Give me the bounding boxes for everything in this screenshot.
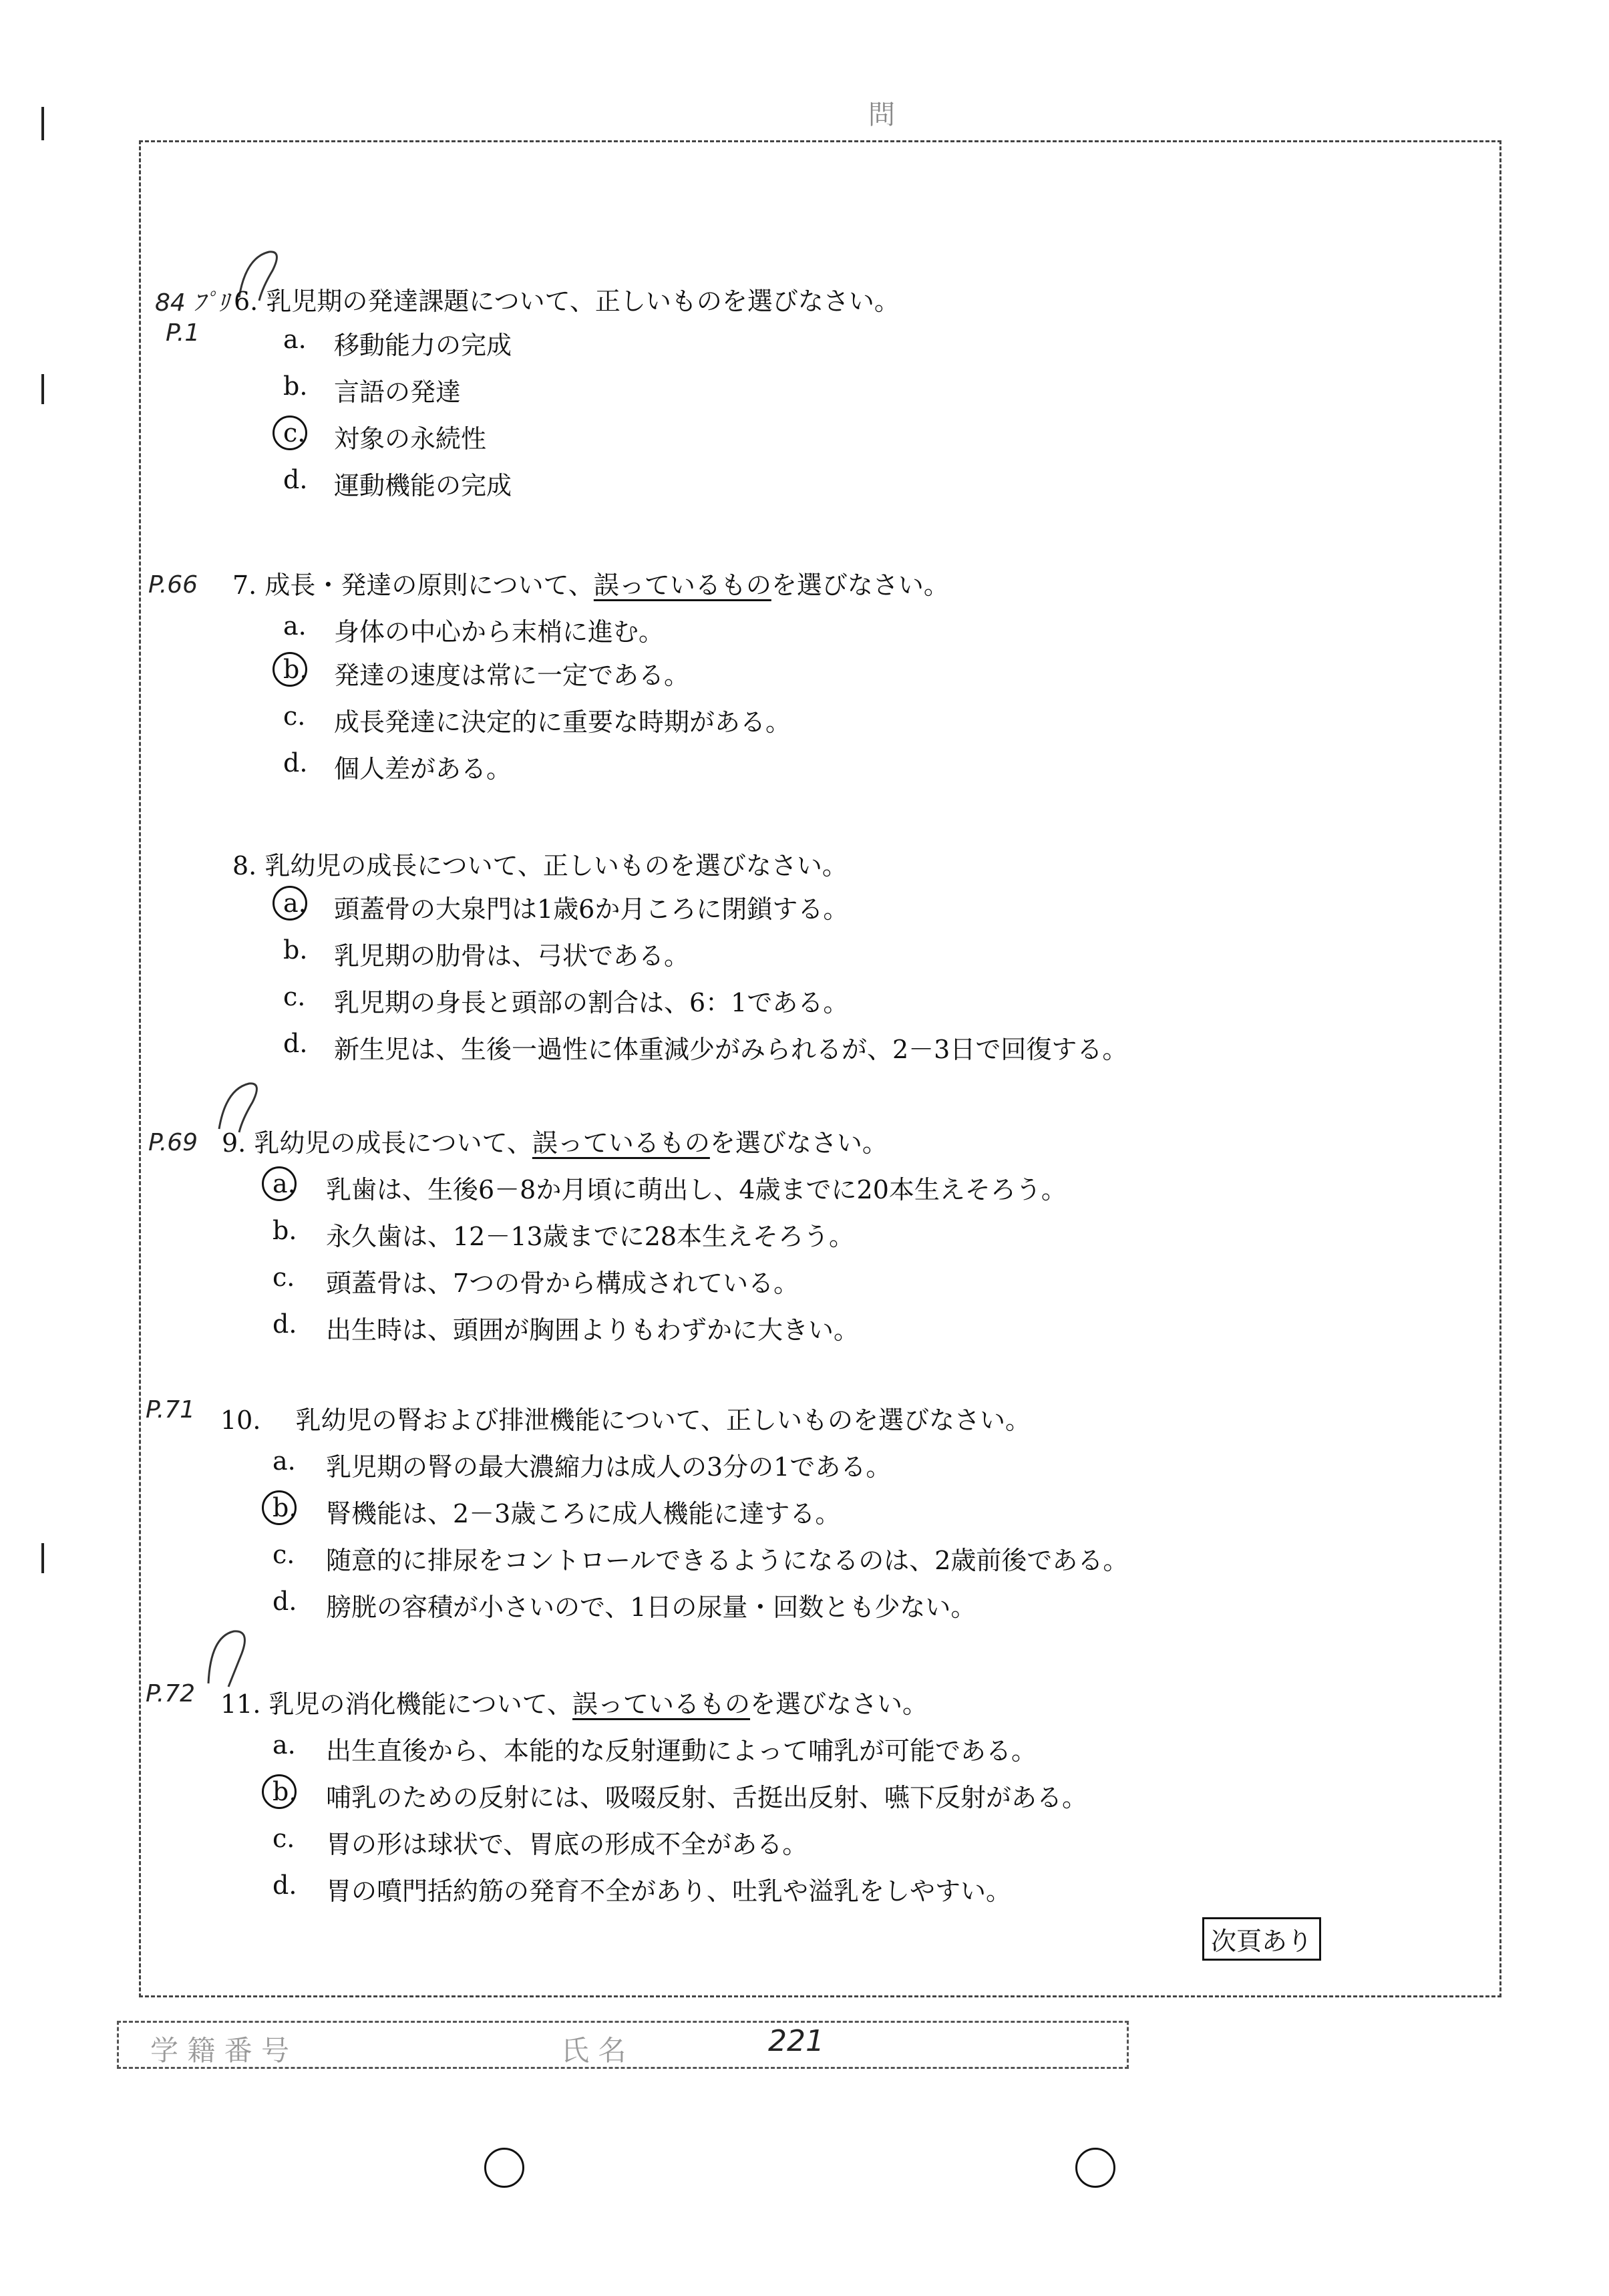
handwritten-annotation: P.71 xyxy=(146,1396,196,1424)
question-text: を選びなさい。 xyxy=(709,1128,888,1158)
question-text: 乳児の消化機能について、 xyxy=(269,1689,573,1719)
option-text: 胃の噴門括約筋の発育不全があり、吐乳や溢乳をしやすい。 xyxy=(326,1876,1012,1906)
handwritten-annotation: P.72 xyxy=(146,1680,196,1707)
option-label: c. xyxy=(273,1824,295,1853)
option-label: b. xyxy=(283,935,308,965)
question-number: 7. xyxy=(232,570,257,600)
question-9-stem xyxy=(222,1122,888,1159)
sheet-mark: 問 xyxy=(868,100,895,130)
question-number: 10. xyxy=(220,1406,261,1435)
handwritten-annotation: P.69 xyxy=(148,1129,198,1156)
option-label: d. xyxy=(273,1587,297,1616)
option-text: 個人差がある。 xyxy=(334,754,512,784)
option-text: 対象の永続性 xyxy=(334,424,487,454)
option-text: 胃の形は球状で、胃底の形成不全がある。 xyxy=(326,1830,808,1859)
handwritten-check-mark xyxy=(200,1623,254,1690)
option-label: a. xyxy=(283,611,307,641)
question-11-stem xyxy=(220,1683,928,1720)
handwritten-annotation: P.1 xyxy=(166,319,200,347)
option-label: c. xyxy=(283,701,306,731)
option-text: 言語の発達 xyxy=(334,377,462,407)
question-number: 9. xyxy=(222,1128,246,1158)
option-text: 頭蓋骨の大泉門は1歳6か月ころに閉鎖する。 xyxy=(334,894,849,924)
question-text: 乳幼児の成長について、正しいものを選びなさい。 xyxy=(264,851,848,880)
option-label: a. xyxy=(273,1730,296,1760)
margin-mark xyxy=(41,374,44,404)
margin-mark xyxy=(41,1543,44,1573)
question-number: 8. xyxy=(232,851,257,880)
option-text: 膀胱の容積が小さいので、1日の尿量・回数とも少ない。 xyxy=(326,1593,976,1622)
option-text: 乳児期の身長と頭部の割合は、6：1である。 xyxy=(334,988,849,1017)
question-text: 乳幼児の腎および排泄機能について、正しいものを選びなさい。 xyxy=(295,1406,1031,1435)
option-text: 哺乳のための反射には、吸啜反射、舌挺出反射、嚥下反射がある。 xyxy=(326,1783,1088,1812)
option-label: a. xyxy=(283,325,307,354)
question-emphasis: 誤っているもの xyxy=(593,570,771,600)
question-text: 乳児期の発達課題について、正しいものを選びなさい。 xyxy=(266,287,900,316)
option-text: 随意的に排尿をコントロールできるようになるのは、2歳前後である。 xyxy=(326,1546,1129,1575)
name-label: 氏 名 xyxy=(561,2034,627,2067)
question-text: を選びなさい。 xyxy=(750,1689,928,1719)
punch-hole xyxy=(484,2148,524,2188)
option-label: a. xyxy=(273,1169,296,1198)
question-emphasis: 誤っているもの xyxy=(532,1128,710,1158)
question-number: 11. xyxy=(220,1689,261,1719)
punch-hole xyxy=(1075,2148,1115,2188)
option-text: 新生児は、生後一過性に体重減少がみられるが、2－3日で回復する。 xyxy=(334,1035,1128,1064)
option-label: b. xyxy=(283,655,308,684)
handwritten-annotation: P.66 xyxy=(148,571,198,599)
option-label: a. xyxy=(283,888,307,918)
page-number: 221 xyxy=(768,2024,824,2058)
question-text: 成長・発達の原則について、 xyxy=(264,570,594,600)
option-text: 移動能力の完成 xyxy=(334,331,512,360)
question-8-stem xyxy=(232,845,848,882)
option-text: 永久歯は、12－13歳までに28本生えそろう。 xyxy=(326,1222,855,1251)
option-label: c. xyxy=(283,418,306,448)
margin-mark xyxy=(41,107,44,140)
option-text: 腎機能は、2－3歳ころに成人機能に達する。 xyxy=(326,1499,841,1528)
option-label: d. xyxy=(283,1029,308,1058)
option-text: 成長発達に決定的に重要な時期がある。 xyxy=(334,707,791,737)
option-text: 乳児期の肋骨は、弓状である。 xyxy=(334,941,690,971)
question-7-stem xyxy=(232,564,949,601)
option-label: a. xyxy=(273,1446,296,1476)
option-text: 乳歯は、生後6－8か月頃に萌出し、4歳までに20本生えそろう。 xyxy=(326,1175,1067,1204)
option-label: b. xyxy=(273,1777,297,1806)
option-label: d. xyxy=(273,1870,297,1900)
option-text: 出生時は、頭囲が胸囲よりもわずかに大きい。 xyxy=(326,1315,860,1345)
option-text: 発達の速度は常に一定である。 xyxy=(334,661,690,690)
question-10-stem xyxy=(220,1400,1031,1436)
option-text: 身体の中心から末梢に進む。 xyxy=(334,617,665,647)
question-emphasis: 誤っているもの xyxy=(572,1689,751,1719)
option-label: b. xyxy=(273,1216,297,1245)
option-text: 乳児期の腎の最大濃縮力は成人の3分の1である。 xyxy=(326,1452,892,1482)
option-label: b. xyxy=(273,1493,297,1522)
option-label: d. xyxy=(283,465,308,494)
option-label: c. xyxy=(283,982,306,1011)
handwritten-annotation: 84 ﾌﾟﾘ xyxy=(155,289,230,317)
option-label: d. xyxy=(273,1309,297,1339)
option-text: 頭蓋骨は、7つの骨から構成されている。 xyxy=(326,1269,799,1298)
option-label: c. xyxy=(273,1263,295,1292)
option-label: d. xyxy=(283,748,308,778)
question-6-stem xyxy=(234,281,900,317)
option-label: b. xyxy=(283,371,308,401)
option-label: c. xyxy=(273,1540,295,1569)
student-id-label: 学 籍 番 号 xyxy=(150,2034,290,2067)
question-number: 6. xyxy=(234,287,258,316)
option-text: 運動機能の完成 xyxy=(334,471,512,500)
next-page-notice: 次頁あり xyxy=(1202,1917,1321,1961)
question-text: を選びなさい。 xyxy=(771,570,949,600)
question-text: 乳幼児の成長について、 xyxy=(254,1128,532,1158)
option-text: 出生直後から、本能的な反射運動によって哺乳が可能である。 xyxy=(326,1736,1037,1766)
